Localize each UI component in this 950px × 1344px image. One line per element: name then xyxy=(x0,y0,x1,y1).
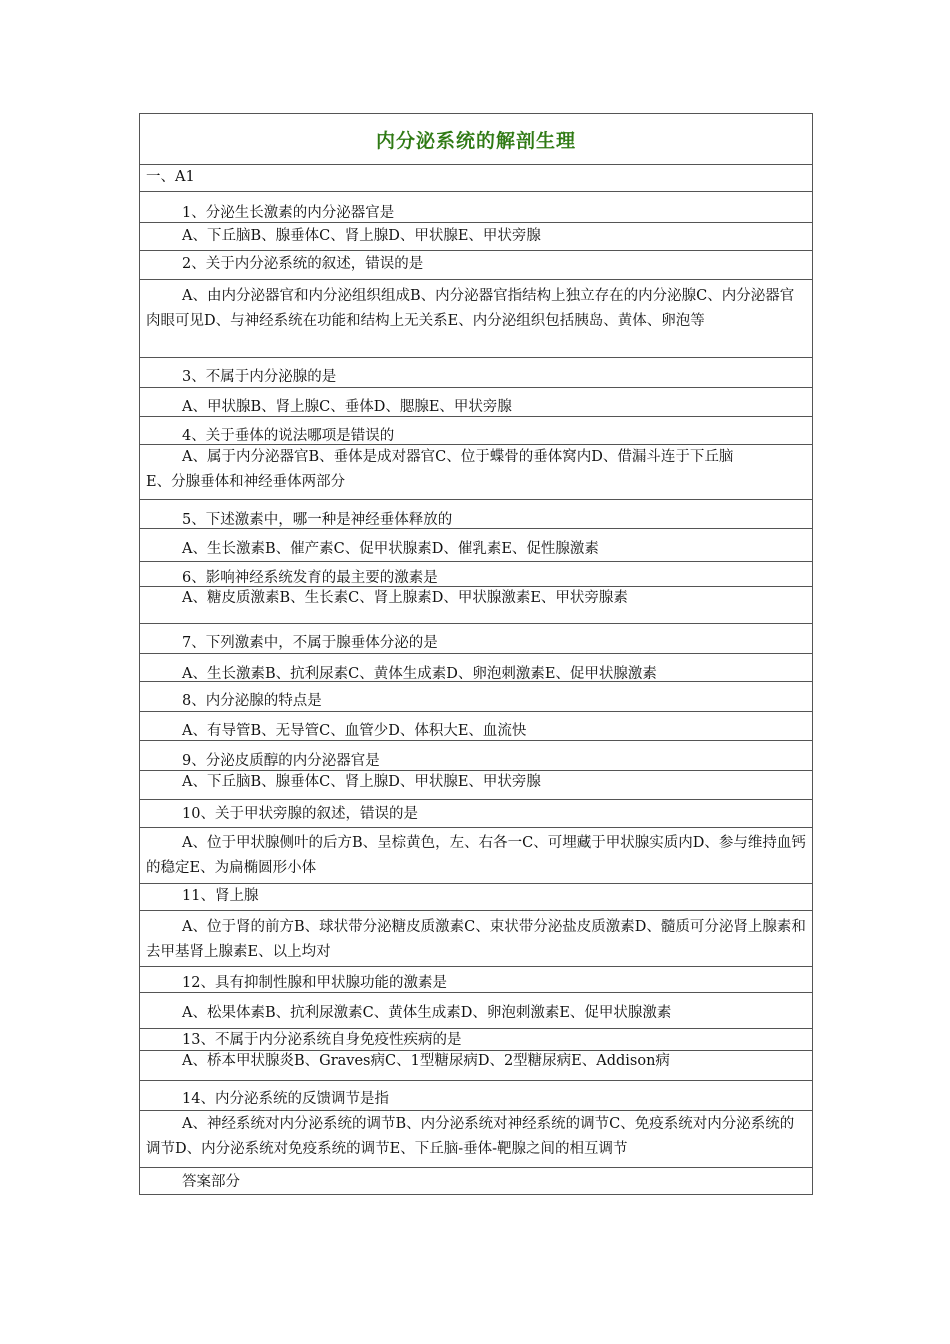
options-row xyxy=(140,528,812,561)
options-row xyxy=(140,827,812,883)
options-text: A、桥本甲状腺炎B、Graves病C、1型糖尿病D、2型糖尿病E、Addison病 xyxy=(182,1053,670,1069)
options-text: A、甲状腺B、肾上腺C、垂体D、腮腺E、甲状旁腺 xyxy=(182,399,512,415)
options-text: A、位于甲状腺侧叶的后方B、呈棕黄色，左、右各一C、可埋藏于甲状腺实质内D、参与维持血钙的稳定E、为扁椭圆形小体 xyxy=(146,835,806,876)
options-text: A、神经系统对内分泌系统的调节B、内分泌系统对神经系统的调节C、免疫系统对内分泌系统的调节D、内分泌系统对免疫系统的调节E、下丘脑-垂体-靶腺之间的相互调节 xyxy=(146,1116,795,1157)
question-text: 7、下列激素中，不属于腺垂体分泌的是 xyxy=(182,635,438,651)
question-row xyxy=(140,623,812,653)
question-text: 10、关于甲状旁腺的叙述，错误的是 xyxy=(182,806,418,822)
section-label: 一、A1 xyxy=(146,169,195,185)
answer-heading: 答案部分 xyxy=(182,1174,240,1190)
question-text: 6、影响神经系统发育的最主要的激素是 xyxy=(182,570,438,586)
options-text: A、位于肾的前方B、球状带分泌糖皮质激素C、束状带分泌盐皮质激素D、髓质可分泌肾上腺素和去甲基肾上腺素E、以上均对 xyxy=(146,919,806,960)
question-text: 5、下述激素中，哪一种是神经垂体释放的 xyxy=(182,512,453,528)
options-text: A、糖皮质激素B、生长素C、肾上腺素D、甲状腺激素E、甲状旁腺素 xyxy=(182,590,628,606)
question-text: 14、内分泌系统的反馈调节是指 xyxy=(182,1091,389,1107)
question-row xyxy=(140,740,812,770)
options-row xyxy=(140,653,812,681)
question-row xyxy=(140,250,812,279)
options-row xyxy=(140,279,812,357)
options-row xyxy=(140,586,812,623)
question-text: 8、内分泌腺的特点是 xyxy=(182,693,322,709)
options-text: A、有导管B、无导管C、血管少D、体积大E、血流快 xyxy=(182,723,527,739)
question-row xyxy=(140,499,812,528)
options-row xyxy=(140,1050,812,1080)
question-text: 12、具有抑制性腺和甲状腺功能的激素是 xyxy=(182,975,447,991)
question-text: 13、不属于内分泌系统自身免疫性疾病的是 xyxy=(182,1032,462,1048)
title-row xyxy=(140,114,812,164)
options-row xyxy=(140,222,812,250)
question-row xyxy=(140,416,812,444)
question-row xyxy=(140,191,812,222)
options-row xyxy=(140,1110,812,1167)
question-row xyxy=(140,357,812,387)
question-text: 4、关于垂体的说法哪项是错误的 xyxy=(182,428,395,444)
options-row xyxy=(140,387,812,416)
document-table xyxy=(139,113,813,1195)
question-row xyxy=(140,1028,812,1050)
options-row xyxy=(140,910,812,966)
options-text: A、松果体素B、抗利尿激素C、黄体生成素D、卵泡刺激素E、促甲状腺激素 xyxy=(182,1005,672,1021)
options-row xyxy=(140,992,812,1028)
question-text: 9、分泌皮质醇的内分泌器官是 xyxy=(182,753,380,769)
question-text: 2、关于内分泌系统的叙述，错误的是 xyxy=(182,256,424,272)
options-text: A、属于内分泌器官B、垂体是成对器官C、位于蝶骨的垂体窝内D、借漏斗连于下丘脑 E、分腺垂体和神经垂体两部分 xyxy=(146,449,734,490)
options-text: A、下丘脑B、腺垂体C、肾上腺D、甲状腺E、甲状旁腺 xyxy=(182,774,541,790)
options-row xyxy=(140,444,812,499)
question-row xyxy=(140,681,812,711)
options-text: A、生长激素B、催产素C、促甲状腺素D、催乳素E、促性腺激素 xyxy=(182,541,599,557)
question-row xyxy=(140,966,812,992)
options-row xyxy=(140,770,812,799)
question-row xyxy=(140,799,812,827)
options-row xyxy=(140,711,812,740)
question-row xyxy=(140,1080,812,1110)
question-row xyxy=(140,561,812,586)
options-text: A、生长激素B、抗利尿素C、黄体生成素D、卵泡刺激素E、促甲状腺激素 xyxy=(182,666,657,681)
page-title: 内分泌系统的解剖生理 xyxy=(375,129,576,152)
answer-heading-row xyxy=(140,1167,812,1194)
question-text: 1、分泌生长激素的内分泌器官是 xyxy=(182,205,395,221)
question-text: 3、不属于内分泌腺的是 xyxy=(182,369,337,385)
options-text: A、下丘脑B、腺垂体C、肾上腺D、甲状腺E、甲状旁腺 xyxy=(182,228,541,244)
question-row xyxy=(140,883,812,910)
section-row xyxy=(140,164,812,191)
options-text: A、由内分泌器官和内分泌组织组成B、内分泌器官指结构上独立存在的内分泌腺C、内分泌器官肉眼可见D、与神经系统在功能和结构上无关系E、内分泌组织包括胰岛、黄体、卵泡等 xyxy=(146,288,795,329)
question-text: 11、肾上腺 xyxy=(182,888,259,904)
